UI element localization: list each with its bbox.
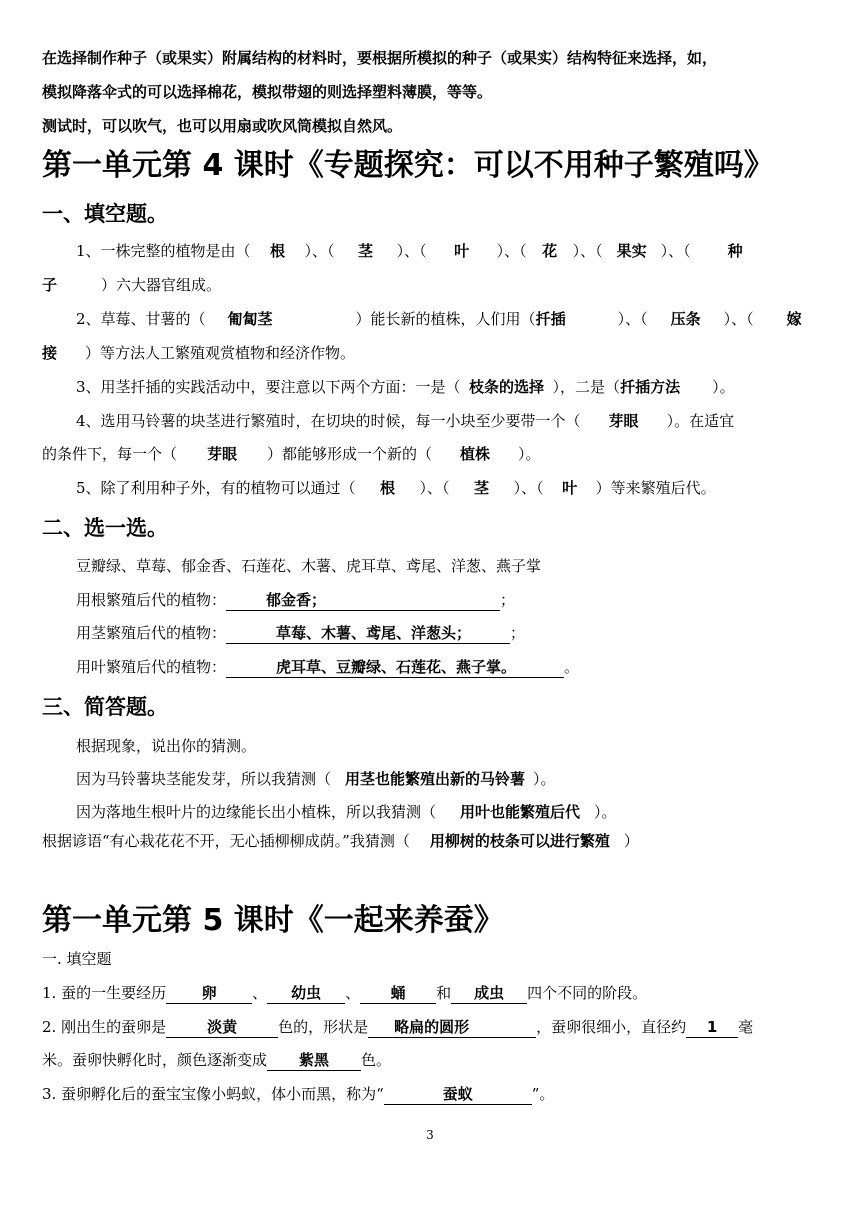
sq2-answer-diameter: 1 [686, 1018, 738, 1038]
question-2-line-2 [42, 342, 355, 364]
q2-text-4: ）、（ [723, 310, 754, 328]
question-1-line-1 [76, 240, 743, 262]
q1-answer-fruit: 果实 [616, 242, 647, 260]
q5-text-2: ）、（ [419, 479, 450, 497]
root-label: 用根繁殖后代的植物： [76, 591, 227, 609]
q1-text-6: ）、（ [660, 242, 691, 260]
q2-answer-layering: 压条 [670, 310, 701, 328]
q1-text-3: ）、（ [396, 242, 427, 260]
sa3-text-2: ） [623, 832, 639, 850]
sa3-text-1: 根据谚语“有心栽花花不开，无心插柳柳成荫。”我猜测（ [42, 832, 410, 850]
q1-answer-flower: 花 [542, 242, 558, 260]
section-fill-blank: 一、填空题。 [42, 202, 168, 226]
short-answer-1 [76, 768, 556, 790]
sa2-text-1: 因为落地生根叶片的边缘能长出小植株，所以我猜测（ [76, 803, 437, 821]
sq2-answer-color: 淡黄 [166, 1018, 278, 1038]
q2-answer-runner: 匍匐茎 [227, 310, 273, 328]
q4-answer-1: 芽眼 [608, 412, 639, 430]
q5-text-1: 5、除了利用种子外，有的植物可以通过（ [76, 479, 356, 497]
sa1-text-1: 因为马铃薯块茎能发芽，所以我猜测（ [76, 770, 332, 788]
sa3-answer: 用柳树的枝条可以进行繁殖 [429, 832, 610, 850]
sq1-answer-adult: 成虫 [451, 984, 527, 1004]
stem-label: 用茎繁殖后代的植物： [76, 624, 227, 642]
q1-text-5: ）、（ [572, 242, 603, 260]
root-reproduction-row [76, 589, 515, 611]
q4-answer-3: 植株 [460, 445, 491, 463]
question-2-line-1 [76, 308, 802, 330]
silkworm-question-3 [42, 1083, 554, 1105]
sq1-sep-1: 、 [252, 984, 268, 1002]
sq2-text-5: 米。蚕卵快孵化时，颜色逐渐变成 [42, 1051, 268, 1069]
sq2-answer-hatch-color: 紫黑 [267, 1051, 361, 1071]
sq1-sep-2: 、 [345, 984, 361, 1002]
q5-answer-1: 根 [380, 479, 396, 497]
q1-answer-stem: 茎 [358, 242, 374, 260]
sa1-text-2: ）。 [533, 770, 556, 788]
q1-text-1: 1、一株完整的植物是由（ [76, 242, 251, 260]
stem-answer: 草莓、木薯、鸢尾、洋葱头； [226, 624, 510, 644]
silkworm-question-2-line-1 [42, 1016, 753, 1038]
q3-text-1: 3、用茎扦插的实践活动中，要注意以下两个方面：一是（ [76, 378, 461, 396]
sq2-text-6: 色。 [361, 1051, 392, 1069]
leaf-label: 用叶繁殖后代的植物： [76, 658, 227, 676]
q4-text-4: ）都能够形成一个新的（ [267, 445, 433, 463]
q3-answer-1: 枝条的选择 [469, 378, 545, 396]
q1-text-7: ）六大器官组成。 [101, 276, 222, 294]
lesson-5-title: 第一单元第 5 课时《一起来养蚕》 [42, 903, 504, 938]
leaf-reproduction-row [76, 656, 579, 678]
sq3-answer: 蚕蚁 [384, 1085, 532, 1105]
question-1-line-2 [42, 274, 221, 296]
section-choose: 二、选一选。 [42, 516, 168, 540]
q1-answer-leaf: 叶 [454, 242, 470, 260]
silkworm-question-1 [42, 982, 647, 1004]
page-number: 3 [426, 1128, 434, 1142]
q2-answer-grafting-part-2: 接 [42, 344, 58, 362]
q1-answer-seed-part-1: 种 [727, 242, 743, 260]
silkworm-question-2-line-2 [42, 1049, 391, 1071]
q2-text-2: ）能长新的植株，人们用（ [355, 310, 536, 328]
plant-list: 豆瓣绿、草莓、郁金香、石莲花、木薯、虎耳草、鸢尾、洋葱、燕子掌 [76, 557, 542, 575]
stem-reproduction-row [76, 622, 525, 644]
sa2-answer: 用叶也能繁殖后代 [460, 803, 581, 821]
q2-answer-cutting: 扦插 [535, 310, 566, 328]
sa2-text-2: ）。 [594, 803, 617, 821]
short-answer-3 [42, 830, 639, 852]
sq2-text-4: 毫 [738, 1018, 754, 1036]
q5-answer-3: 叶 [562, 479, 578, 497]
q2-text-1: 2、草莓、甘薯的（ [76, 310, 206, 328]
sq2-text-3: ，蚕卵很细小，直径约 [536, 1018, 687, 1036]
section-silkworm-fill: 一. 填空题 [42, 950, 112, 968]
q4-text-1: 4、选用马铃薯的块茎进行繁殖时，在切块的时候，每一小块至少要带一个（ [76, 412, 581, 430]
sq3-text-1: 3. 蚕卵孵化后的蚕宝宝像小蚂蚁，体小而黑，称为“ [42, 1085, 384, 1103]
question-3 [76, 376, 735, 398]
question-4-line-2 [42, 443, 541, 465]
q1-answer-seed-part-2: 子 [42, 276, 58, 294]
q5-text-3: ）、（ [513, 479, 544, 497]
sq1-text-2: 四个不同的阶段。 [527, 984, 648, 1002]
sq1-answer-pupa: 蛹 [360, 984, 436, 1004]
q1-answer-root: 根 [270, 242, 286, 260]
q3-answer-2: 扦插方法 [620, 378, 681, 396]
short-answer-2 [76, 801, 617, 823]
q3-text-2: ），二是（ [552, 378, 621, 396]
leaf-answer: 虎耳草、豆瓣绿、石莲花、燕子掌。 [226, 658, 564, 678]
root-end: ； [500, 591, 516, 609]
q5-answer-2: 茎 [474, 479, 490, 497]
sq1-answer-egg: 卵 [166, 984, 252, 1004]
sq1-answer-larva: 幼虫 [267, 984, 345, 1004]
sq2-answer-shape: 略扁的圆形 [368, 1018, 536, 1038]
sq1-sep-3: 和 [436, 984, 452, 1002]
sq3-text-2: ”。 [531, 1085, 555, 1103]
sq2-text-1: 2. 刚出生的蚕卵是 [42, 1018, 167, 1036]
q2-text-5: ）等方法人工繁殖观赏植物和经济作物。 [85, 344, 356, 362]
lesson-4-title: 第一单元第 4 课时《专题探究：可以不用种子繁殖吗》 [42, 148, 774, 183]
q2-answer-grafting-part-1: 嫁 [786, 310, 802, 328]
intro-line-3: 测试时，可以吹气，也可以用扇或吹风筒模拟自然风。 [42, 117, 403, 135]
sa1-answer: 用茎也能繁殖出新的马铃薯 [345, 770, 526, 788]
q3-text-3: ）。 [712, 378, 735, 396]
question-5 [76, 477, 716, 499]
q2-text-3: ）、（ [617, 310, 648, 328]
leaf-end: 。 [564, 658, 580, 676]
q5-text-4: ）等来繁殖后代。 [595, 479, 716, 497]
q4-text-3: 的条件下，每一个（ [42, 445, 178, 463]
q1-text-4: ）、（ [496, 242, 527, 260]
stem-end: ； [510, 624, 526, 642]
sq1-text-1: 1. 蚕的一生要经历 [42, 984, 167, 1002]
section-short-answer: 三、简答题。 [42, 695, 168, 719]
q1-text-2: ）、（ [304, 242, 335, 260]
intro-line-1: 在选择制作种子（或果实）附属结构的材料时，要根据所模拟的种子（或果实）结构特征来选择，如， [42, 49, 718, 67]
intro-line-2: 模拟降落伞式的可以选择棉花，模拟带翅的则选择塑料薄膜，等等。 [42, 83, 493, 101]
q4-answer-2: 芽眼 [207, 445, 238, 463]
sq2-text-2: 色的，形状是 [278, 1018, 369, 1036]
question-4-line-1 [76, 410, 734, 432]
q4-text-5: ）。 [518, 445, 541, 463]
root-answer: 郁金香； [226, 591, 500, 611]
short-answer-intro: 根据现象，说出你的猜测。 [76, 737, 257, 755]
q4-text-2: ）。在适宜 [666, 412, 735, 430]
